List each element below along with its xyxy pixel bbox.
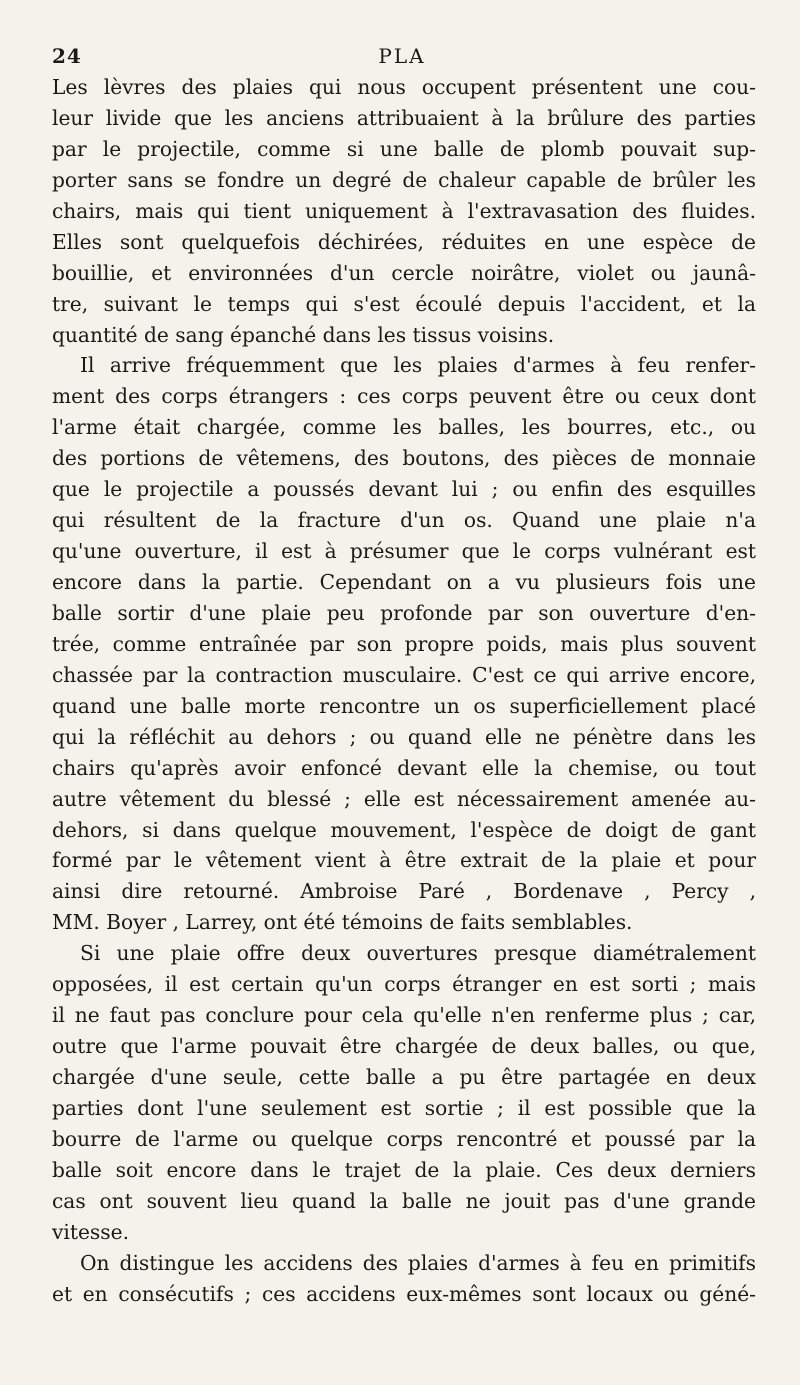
text-line: outre que l'arme pouvait être chargée de deux balles, ou que,	[52, 1034, 756, 1059]
text-line: trée, comme entraînée par son propre poids, mais plus souvent	[52, 631, 756, 656]
text-line: autre vêtement du blessé ; elle est nécessairement amenée au-	[52, 786, 756, 811]
text-line: Si une plaie offre deux ouvertures presque diamétralement	[80, 941, 756, 966]
text-line: ment des corps étrangers : ces corps peuvent être ou ceux dont	[52, 384, 756, 409]
text-line: On distingue les accidens des plaies d'armes à feu en primitifs	[80, 1250, 756, 1275]
text-line: opposées, il est certain qu'un corps étranger en est sorti ; mais	[52, 972, 756, 997]
text-line: qu'une ouverture, il est à présumer que le corps vulnérant est	[52, 539, 756, 564]
text-line: cas ont souvent lieu quand la balle ne jouit pas d'une grande	[52, 1188, 756, 1213]
text-line: balle soit encore dans le trajet de la plaie. Ces deux derniers	[52, 1157, 756, 1182]
text-line: des portions de vêtemens, des boutons, des pièces de monnaie	[52, 446, 756, 471]
text-line: bouillie, et environnées d'un cercle noirâtre, violet ou jaunâ-	[52, 260, 756, 285]
text-line: bourre de l'arme ou quelque corps rencontré et poussé par la	[52, 1126, 756, 1151]
body-text	[52, 72, 756, 1310]
page-header	[52, 44, 752, 74]
text-line: que le projectile a poussés devant lui ; ou enfin des esquilles	[52, 477, 756, 502]
text-line: formé par le vêtement vient à être extrait de la plaie et pour	[52, 848, 756, 873]
text-line: parties dont l'une seulement est sortie ; il est possible que la	[52, 1095, 756, 1120]
text-line: il ne faut pas conclure pour cela qu'elle n'en renferme plus ; car,	[52, 1003, 756, 1028]
text-line: porter sans se fondre un degré de chaleur capable de brûler les	[52, 167, 756, 192]
text-line: vitesse.	[52, 1219, 130, 1244]
text-line: leur livide que les anciens attribuaient à la brûlure des parties	[52, 105, 756, 130]
text-line: qui la réfléchit au dehors ; ou quand elle ne pénètre dans les	[52, 724, 756, 749]
text-line: balle sortir d'une plaie peu profonde par son ouverture d'en-	[52, 600, 756, 625]
page-number: 24	[52, 44, 82, 68]
running-title: PLA	[378, 44, 426, 68]
text-line: tre, suivant le temps qui s'est écoulé depuis l'accident, et la	[52, 291, 756, 316]
text-line: Les lèvres des plaies qui nous occupent présentent une cou-	[52, 75, 756, 99]
text-line: chairs qu'après avoir enfoncé devant elle la chemise, ou tout	[52, 755, 756, 780]
text-line: chairs, mais qui tient uniquement à l'extravasation des fluides.	[52, 198, 756, 223]
text-line: quantité de sang épanché dans les tissus voisins.	[52, 322, 555, 347]
text-line: Elles sont quelquefois déchirées, réduites en une espèce de	[52, 229, 756, 254]
text-line: chassée par la contraction musculaire. C'est ce qui arrive encore,	[52, 662, 756, 687]
text-line: chargée d'une seule, cette balle a pu être partagée en deux	[52, 1065, 756, 1089]
text-line: quand une balle morte rencontre un os superficiellement placé	[52, 693, 756, 718]
text-line: encore dans la partie. Cependant on a vu plusieurs fois une	[52, 570, 756, 594]
text-line: ainsi dire retourné. Ambroise Paré , Bordenave , Percy ,	[52, 879, 756, 904]
text-line: par le projectile, comme si une balle de plomb pouvait sup-	[52, 136, 756, 161]
text-line: et en consécutifs ; ces accidens eux-mêmes sont locaux ou géné-	[52, 1281, 756, 1306]
text-line: MM. Boyer , Larrey, ont été témoins de faits semblables.	[52, 910, 633, 935]
text-line: dehors, si dans quelque mouvement, l'espèce de doigt de gant	[52, 817, 756, 842]
text-line: l'arme était chargée, comme les balles, les bourres, etc., ou	[52, 415, 756, 440]
text-line: Il arrive fréquemment que les plaies d'armes à feu renfer-	[80, 353, 756, 378]
text-line: qui résultent de la fracture d'un os. Quand une plaie n'a	[52, 508, 756, 533]
